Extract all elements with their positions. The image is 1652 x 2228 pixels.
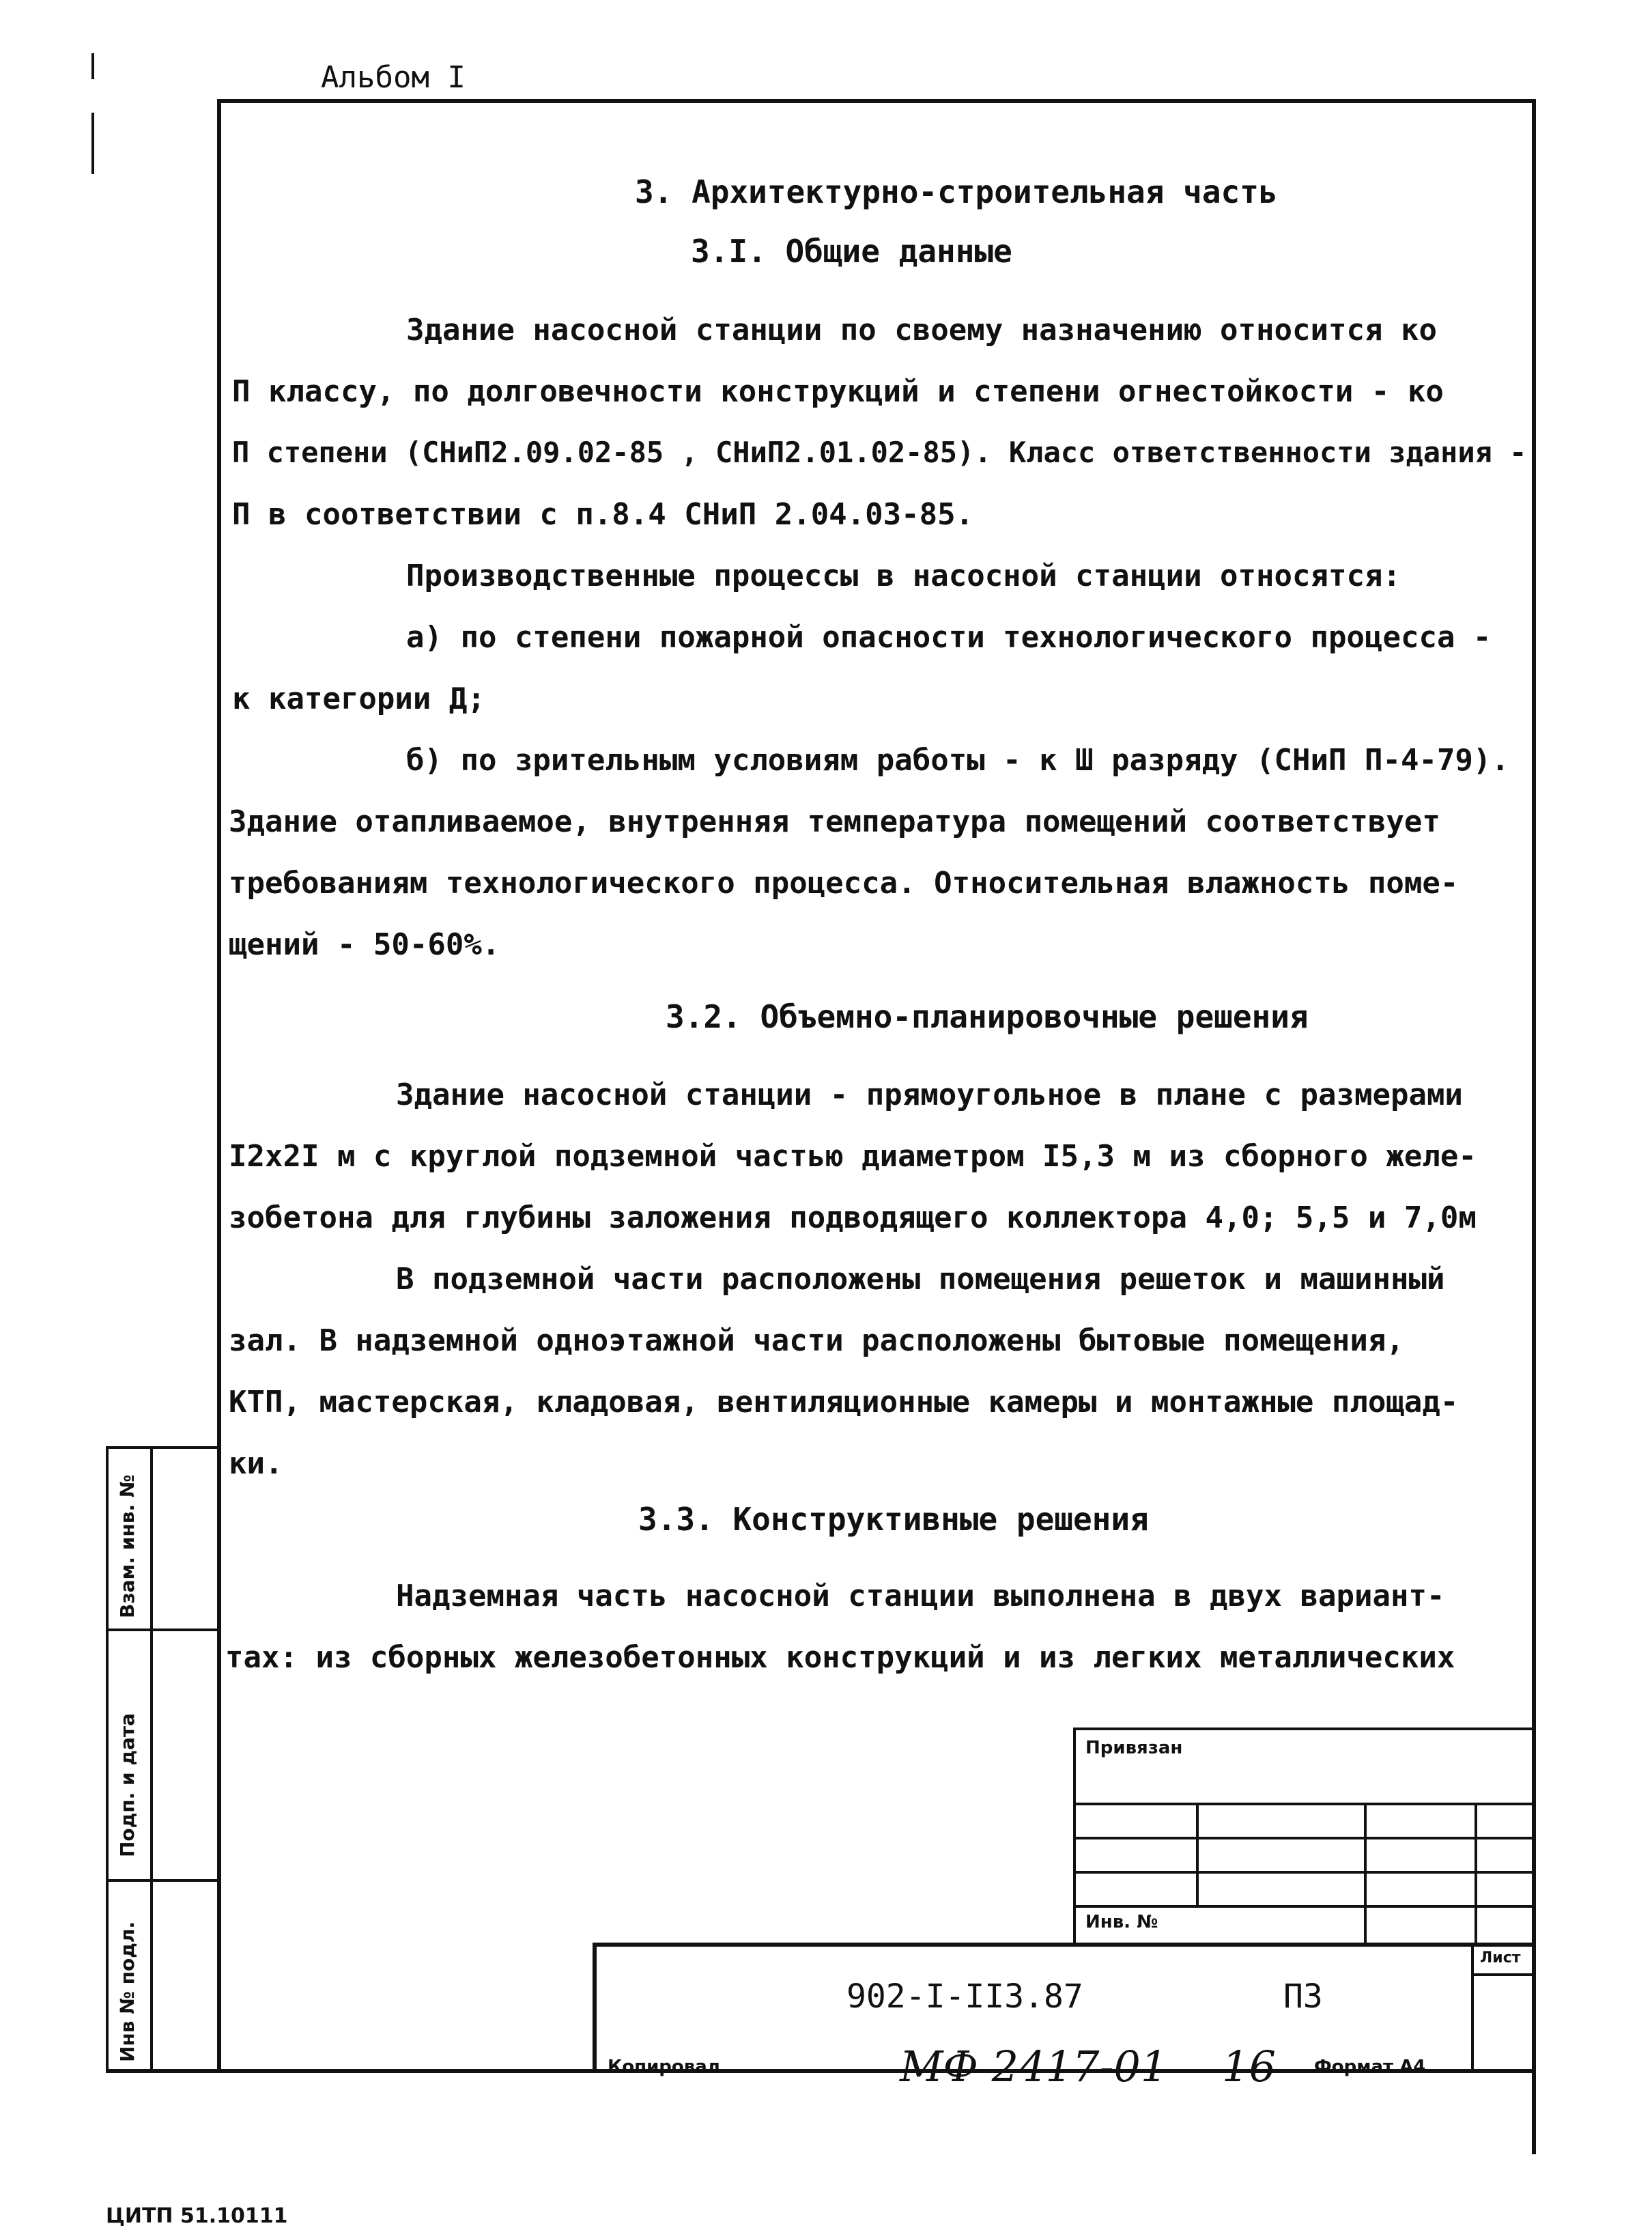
text-line: тах: из сборных железобетонных конструкций и из легких металлических: [225, 1640, 1455, 1675]
document-code: 902-I-II3.87: [846, 1977, 1083, 2016]
margin-mark: [91, 53, 94, 79]
margin-mark: [91, 113, 94, 174]
stamp-col: [1475, 1803, 1477, 1945]
text-line: П классу, по долговечности конструкций и степени огнестойкости - ко: [232, 374, 1444, 409]
stamp-row: [1073, 1837, 1536, 1839]
podp-label: Подп. и дата: [116, 1712, 139, 1857]
text-line: зал. В надземной одноэтажной части расположены бытовые помещения,: [229, 1323, 1404, 1358]
stamp-col: [1196, 1803, 1199, 1905]
vzam-label: Взам. инв. №: [116, 1474, 139, 1618]
section-3-1-title: 3.I. Общие данные: [691, 233, 1012, 270]
footer-code: ЦИТП 51.10111: [106, 2204, 288, 2228]
frame-right: [1532, 99, 1536, 2154]
kopiroval-label: Копировал: [608, 2057, 720, 2077]
side-stamp-row: [106, 1879, 220, 1882]
text-line: I2x2I м с круглой подземной частью диаметром I5,3 м из сборного желе-: [229, 1139, 1477, 1174]
text-line: В подземной части расположены помещения решеток и машинный: [396, 1262, 1445, 1297]
side-stamp-left: [106, 1446, 109, 2072]
text-line: Надземная часть насосной станции выполнена в двух вариант-: [396, 1579, 1445, 1613]
inv-podl-label: Инв № подл.: [116, 1921, 139, 2062]
text-line: П в соответствии с п.8.4 СНиП 2.04.03-85.: [232, 497, 974, 532]
frame-left: [217, 99, 221, 2072]
text-line: б) по зрительным условиям работы - к Ш разряду (СНиП П-4-79).: [406, 743, 1509, 778]
stamp-row: [1073, 1905, 1536, 1908]
sheet-row: [1471, 1973, 1536, 1976]
text-line: П степени (СНиП2.09.02-85 , СНиП2.01.02-85). Класс ответственности здания -: [232, 436, 1527, 469]
text-line: Производственные процессы в насосной станции относятся:: [406, 559, 1401, 593]
text-line: Здание насосной станции - прямоугольное в плане с размерами: [396, 1077, 1463, 1112]
side-stamp-row: [106, 1628, 220, 1631]
stamp-row: [1073, 1871, 1536, 1874]
stamp-left: [1073, 1728, 1076, 1945]
text-line: зобетона для глубины заложения подводящего коллектора 4,0; 5,5 и 7,0м: [229, 1200, 1477, 1235]
format-label: Формат А4: [1314, 2057, 1426, 2077]
stamp-top: [1073, 1728, 1536, 1730]
handwritten-number: МФ 2417-01: [900, 2042, 1168, 2091]
frame-top: [217, 99, 1536, 103]
section-3-3-title: 3.3. Конструктивные решения: [638, 1501, 1149, 1538]
text-line: КТП, мастерская, кладовая, вентиляционные камеры и монтажные площад-: [229, 1385, 1459, 1420]
text-line: Здание насосной станции по своему назначению относится ко: [406, 313, 1437, 348]
document-type: ПЗ: [1283, 1977, 1323, 2016]
text-line: ки.: [229, 1446, 283, 1481]
side-stamp-divider: [150, 1446, 153, 2072]
text-line: щений - 50-60%.: [229, 927, 500, 962]
handwritten-page: 16: [1222, 2042, 1276, 2091]
privyazan-label: Привязан: [1085, 1738, 1183, 1758]
text-line: требованиям технологического процесса. Относительная влажность поме-: [229, 866, 1459, 901]
text-line: Здание отапливаемое, внутренняя температура помещений соответствует: [229, 804, 1440, 839]
stamp-row: [1073, 1803, 1536, 1805]
side-stamp-top: [106, 1446, 220, 1449]
section-3-title: 3. Архитектурно-строительная часть: [635, 173, 1278, 210]
main-stamp-top: [593, 1943, 1536, 1947]
main-stamp-left: [593, 1943, 597, 2072]
album-label: Альбом I: [321, 60, 466, 95]
sheet-col: [1471, 1943, 1474, 2072]
inv-no-label: Инв. №: [1085, 1912, 1158, 1932]
text-line: к категории Д;: [232, 681, 485, 716]
text-line: а) по степени пожарной опасности технологического процесса -: [406, 620, 1492, 655]
section-3-2-title: 3.2. Объемно-планировочные решения: [666, 998, 1309, 1035]
stamp-col: [1364, 1803, 1367, 1945]
sheet-label: Лист: [1480, 1949, 1521, 1966]
